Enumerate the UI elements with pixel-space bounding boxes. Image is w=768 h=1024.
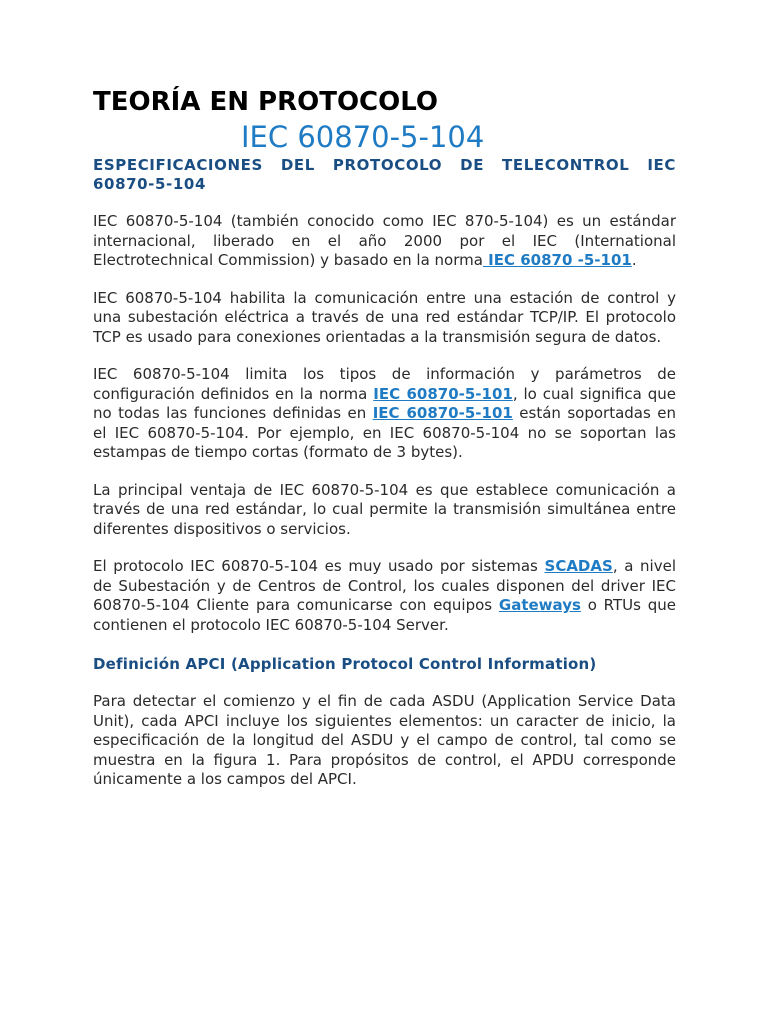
paragraph-tcp: IEC 60870-5-104 habilita la comunicación entre una estación de control y una subestación eléctrica a través de una red estándar TCP/IP. El protocolo TCP es usado para conexiones orientadas a la transmisión segura de datos. xyxy=(93,288,676,346)
link-gateways[interactable]: Gateways xyxy=(498,596,581,614)
link-scadas[interactable]: SCADAS xyxy=(544,557,613,575)
paragraph-text: o RTUs que contienen el protocolo IEC 60870-5-104 Server. xyxy=(93,596,676,634)
paragraph-text: IEC 60870-5-104 (también conocido como IEC 870-5-104) es un estándar internacional, liberado en el año 2000 por el IEC (International Electrotechnical Commission) y basado en la norma xyxy=(93,212,676,269)
paragraph-text: están soportadas en el IEC 60870-5-104. Por ejemplo, en IEC 60870-5-104 no se soportan las estampas de tiempo cortas (formato de 3 bytes). xyxy=(93,404,676,461)
document-title: TEORÍA EN PROTOCOLO xyxy=(93,87,438,117)
paragraph-limits xyxy=(93,365,676,463)
paragraph-usage xyxy=(93,557,676,635)
link-iec-60870-5-101[interactable]: IEC 60870-5-101 xyxy=(373,384,513,403)
paragraph-text: El protocolo IEC 60870-5-104 es muy usado por sistemas xyxy=(93,557,545,575)
section-heading-apci: Definición APCI (Application Protocol Control Information) xyxy=(93,655,597,673)
paragraph-text: . xyxy=(631,251,637,269)
section-heading-specifications: ESPECIFICACIONES DEL PROTOCOLO DE TELECONTROL IEC 60870-5-104 xyxy=(93,156,676,193)
paragraph-advantage: La principal ventaja de IEC 60870-5-104 es que establece comunicación a través de una red estándar, lo cual permite la transmisión simultánea entre diferentes dispositivos o servicios. xyxy=(93,480,676,538)
link-iec-60870-5-101[interactable]: IEC 60870-5-101 xyxy=(372,404,513,422)
paragraph-text: , lo cual significa que no todas las funciones definidas en xyxy=(93,384,676,422)
paragraph-apci: Para detectar el comienzo y el fin de cada ASDU (Application Service Data Unit), cada APCI incluye los siguientes elementos: un caracter de inicio, la especificación de la longitud del ASDU y el campo de control, tal como se muestra en la figura 1. Para propósitos de control, el APDU corresponde únicamente a los campos del APCI. xyxy=(93,692,676,788)
paragraph-text: , a nivel de Subestación y de Centros de Control, los cuales disponen del driver IEC 60870-5-104 Cliente para comunicarse con equipos xyxy=(93,557,677,614)
paragraph-text: IEC 60870-5-104 limita los tipos de información y parámetros de configuración definidos en la norma xyxy=(93,365,676,403)
paragraph-intro xyxy=(93,212,676,271)
document-subtitle: IEC 60870-5-104 xyxy=(241,120,485,154)
link-iec-60870-5-101[interactable]: IEC 60870 -5-101 xyxy=(482,251,632,269)
